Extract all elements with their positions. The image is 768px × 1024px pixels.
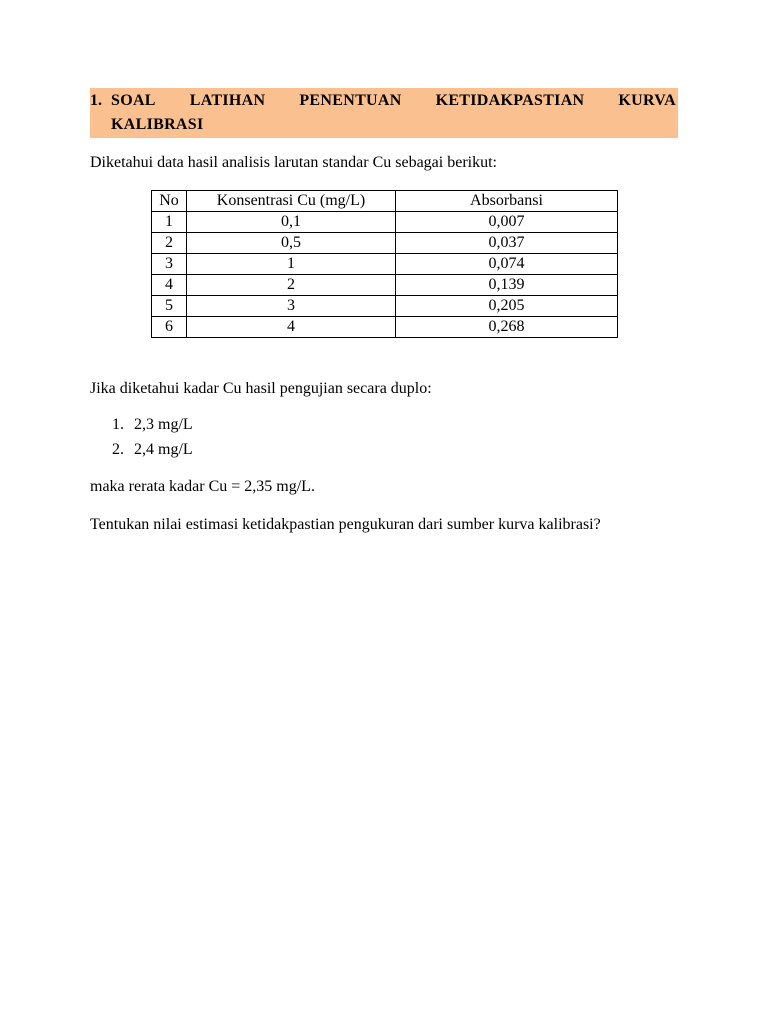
list-text: 2,3 mg/L <box>134 416 193 433</box>
cell-absorbansi: 0,007 <box>396 212 618 233</box>
table-row <box>152 275 618 296</box>
cell-no: 3 <box>152 254 187 275</box>
cell-absorbansi: 0,037 <box>396 233 618 254</box>
list-number: 2. <box>112 441 124 458</box>
table-header-row <box>152 191 618 212</box>
list-text: 2,4 mg/L <box>134 441 193 458</box>
list-item <box>112 441 193 459</box>
heading-word: PENENTUAN <box>299 92 402 109</box>
cell-konsentrasi: 2 <box>187 275 396 296</box>
heading-line-1 <box>111 92 676 110</box>
cell-absorbansi: 0,268 <box>396 317 618 338</box>
table-row <box>152 296 618 317</box>
heading-word: LATIHAN <box>189 92 266 109</box>
cell-konsentrasi: 0,5 <box>187 233 396 254</box>
calibration-table <box>151 190 618 338</box>
heading-line-2: KALIBRASI <box>111 116 204 133</box>
list-item <box>112 416 193 434</box>
heading-number: 1. <box>90 92 102 109</box>
table-row <box>152 317 618 338</box>
mean-text: maka rerata kadar Cu = 2,35 mg/L. <box>90 478 315 495</box>
section-heading <box>90 88 678 138</box>
cell-konsentrasi: 1 <box>187 254 396 275</box>
cell-no: 6 <box>152 317 187 338</box>
header-absorbansi: Absorbansi <box>396 191 618 212</box>
heading-word: KETIDAKPASTIAN <box>435 92 585 109</box>
question-text: Tentukan nilai estimasi ketidakpastian pengukuran dari sumber kurva kalibrasi? <box>90 516 601 533</box>
duplo-intro-text: Jika diketahui kadar Cu hasil pengujian secara duplo: <box>90 380 432 397</box>
header-no: No <box>152 191 187 212</box>
cell-konsentrasi: 0,1 <box>187 212 396 233</box>
cell-absorbansi: 0,139 <box>396 275 618 296</box>
cell-absorbansi: 0,074 <box>396 254 618 275</box>
heading-word: SOAL <box>111 92 156 109</box>
cell-no: 2 <box>152 233 187 254</box>
cell-konsentrasi: 3 <box>187 296 396 317</box>
header-konsentrasi: Konsentrasi Cu (mg/L) <box>187 191 396 212</box>
table-row <box>152 212 618 233</box>
cell-no: 4 <box>152 275 187 296</box>
list-number: 1. <box>112 416 124 433</box>
intro-text: Diketahui data hasil analisis larutan standar Cu sebagai berikut: <box>90 154 497 171</box>
cell-konsentrasi: 4 <box>187 317 396 338</box>
cell-absorbansi: 0,205 <box>396 296 618 317</box>
cell-no: 5 <box>152 296 187 317</box>
cell-no: 1 <box>152 212 187 233</box>
table-row <box>152 233 618 254</box>
table-row <box>152 254 618 275</box>
heading-word: KURVA <box>618 92 676 109</box>
